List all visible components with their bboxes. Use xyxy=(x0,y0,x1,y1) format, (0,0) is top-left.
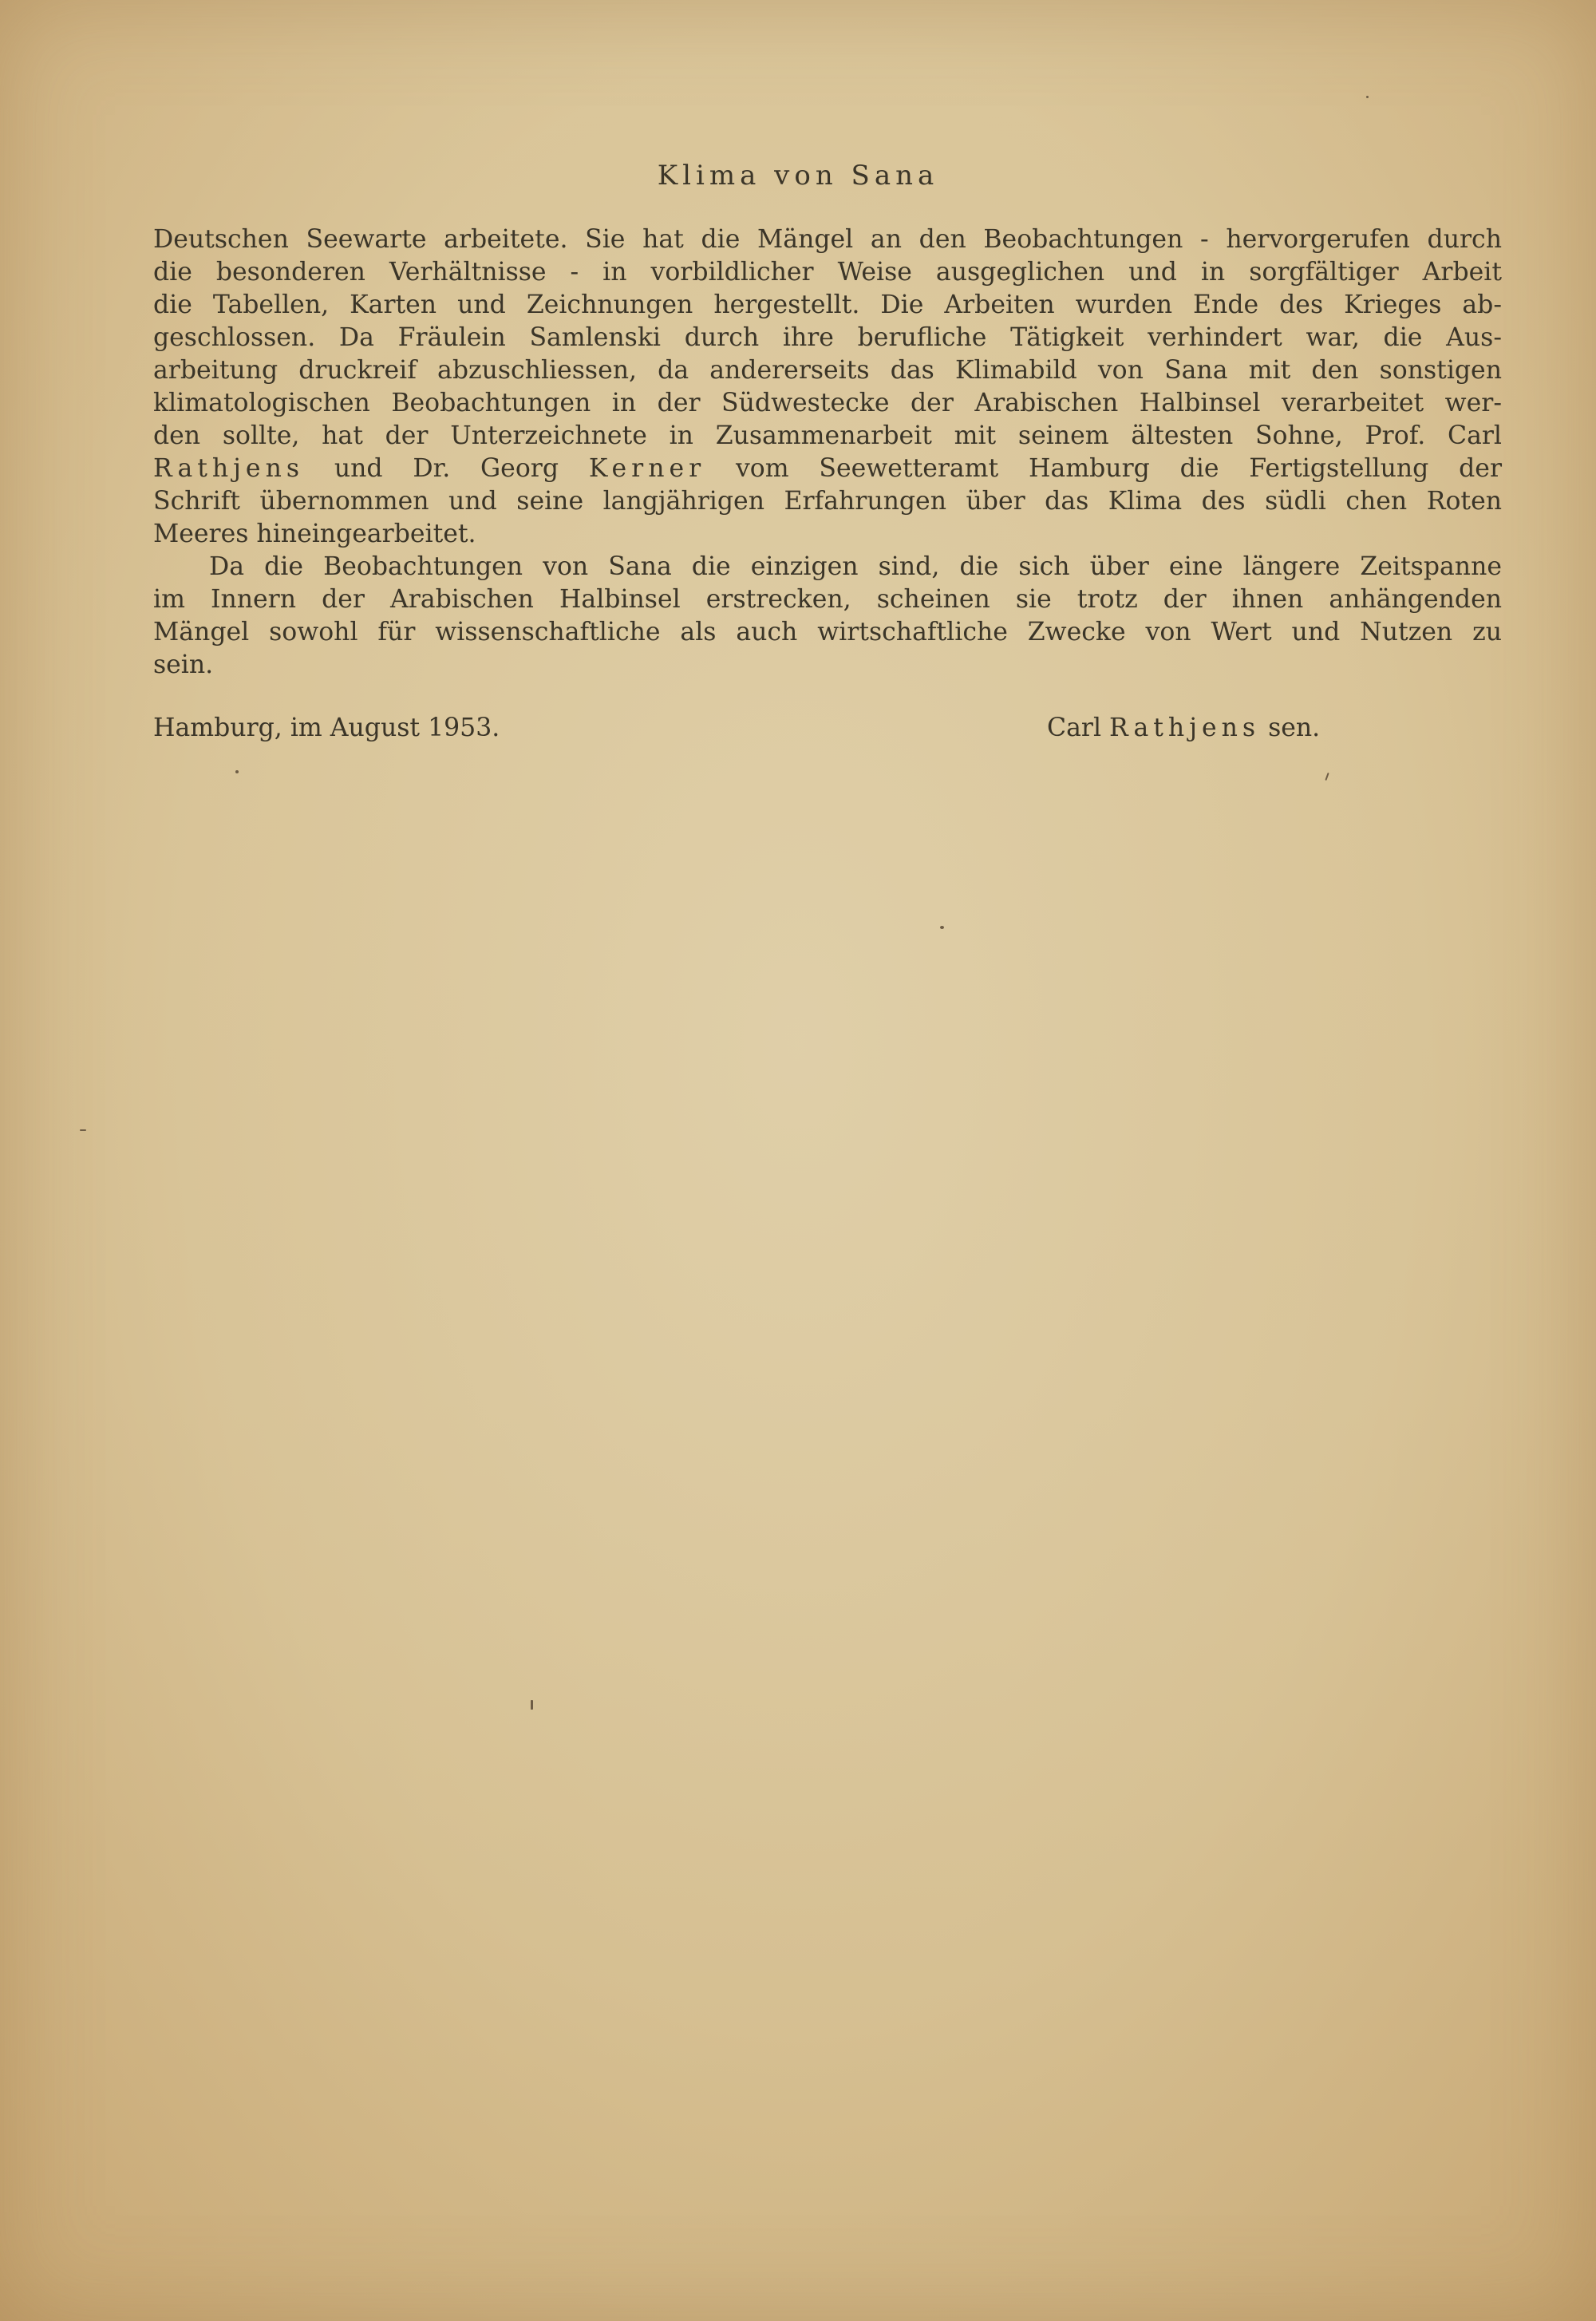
paper-speck xyxy=(940,926,944,929)
name-rathjens: Rathjens xyxy=(153,454,305,483)
paragraph-line xyxy=(153,453,1502,485)
paragraph-line: geschlossen. Da Fräulein Samlenski durch ihre berufliche Tätigkeit verhindert war, die Aus- xyxy=(153,323,1502,352)
place-date: Hamburg, im August 1953. xyxy=(153,714,500,742)
paragraph-line: die Tabellen, Karten und Zeichnungen hergestellt. Die Arbeiten wurden Ende des Krieges ab- xyxy=(153,291,1502,319)
paper-speck xyxy=(531,1700,533,1710)
paragraph-line: arbeitung druckreif abzuschliessen, da andererseits das Klimabild von Sana mit den sonstigen xyxy=(153,356,1502,385)
line-text: und Dr. Georg xyxy=(334,454,559,483)
paragraph-line: Da die Beobachtungen von Sana die einzigen sind, die sich über eine längere Zeitspanne xyxy=(209,552,1502,581)
signature-last-name: Rathjens xyxy=(1109,714,1261,742)
page-title: Klima von Sana xyxy=(657,160,939,192)
paragraph-line: Meeres hineingearbeitet. xyxy=(153,520,476,548)
author-signature xyxy=(1047,714,1320,742)
paragraph-line: Deutschen Seewarte arbeitete. Sie hat die Mängel an den Beobachtungen - hervorgerufen durch xyxy=(153,225,1502,254)
paragraph-1 xyxy=(153,223,1502,551)
line-text: vom Seewetteramt Hamburg die Fertigstellung der xyxy=(735,454,1502,483)
paragraph-2 xyxy=(153,551,1502,682)
paper-speck xyxy=(80,1129,86,1131)
signature-first-name: Carl xyxy=(1047,714,1102,742)
paragraph-line: klimatologischen Beobachtungen in der Südwestecke der Arabischen Halbinsel verarbeitet wer- xyxy=(153,389,1502,417)
paragraph-line: Schrift übernommen und seine langjährigen Erfahrungen über das Klima des südli chen Roten xyxy=(153,487,1502,516)
signature-suffix: sen. xyxy=(1268,714,1321,742)
body-text xyxy=(153,223,1502,682)
paper-speck xyxy=(235,770,239,773)
paper-speck xyxy=(1325,773,1329,781)
paragraph-line: die besonderen Verhältnisse - in vorbildlicher Weise ausgeglichen und in sorgfältiger Arbeit xyxy=(153,258,1502,287)
paragraph-line: den sollte, hat der Unterzeichnete in Zusammenarbeit mit seinem ältesten Sohne, Prof. Carl xyxy=(153,421,1502,450)
paragraph-line: Mängel sowohl für wissenschaftliche als auch wirtschaftliche Zwecke von Wert und Nutzen zu xyxy=(153,618,1502,646)
paper-speck xyxy=(1366,96,1369,98)
name-kerner: Kerner xyxy=(588,454,706,483)
paragraph-line: im Innern der Arabischen Halbinsel erstrecken, scheinen sie trotz der ihnen anhängenden xyxy=(153,585,1502,614)
paragraph-line: sein. xyxy=(153,650,214,679)
